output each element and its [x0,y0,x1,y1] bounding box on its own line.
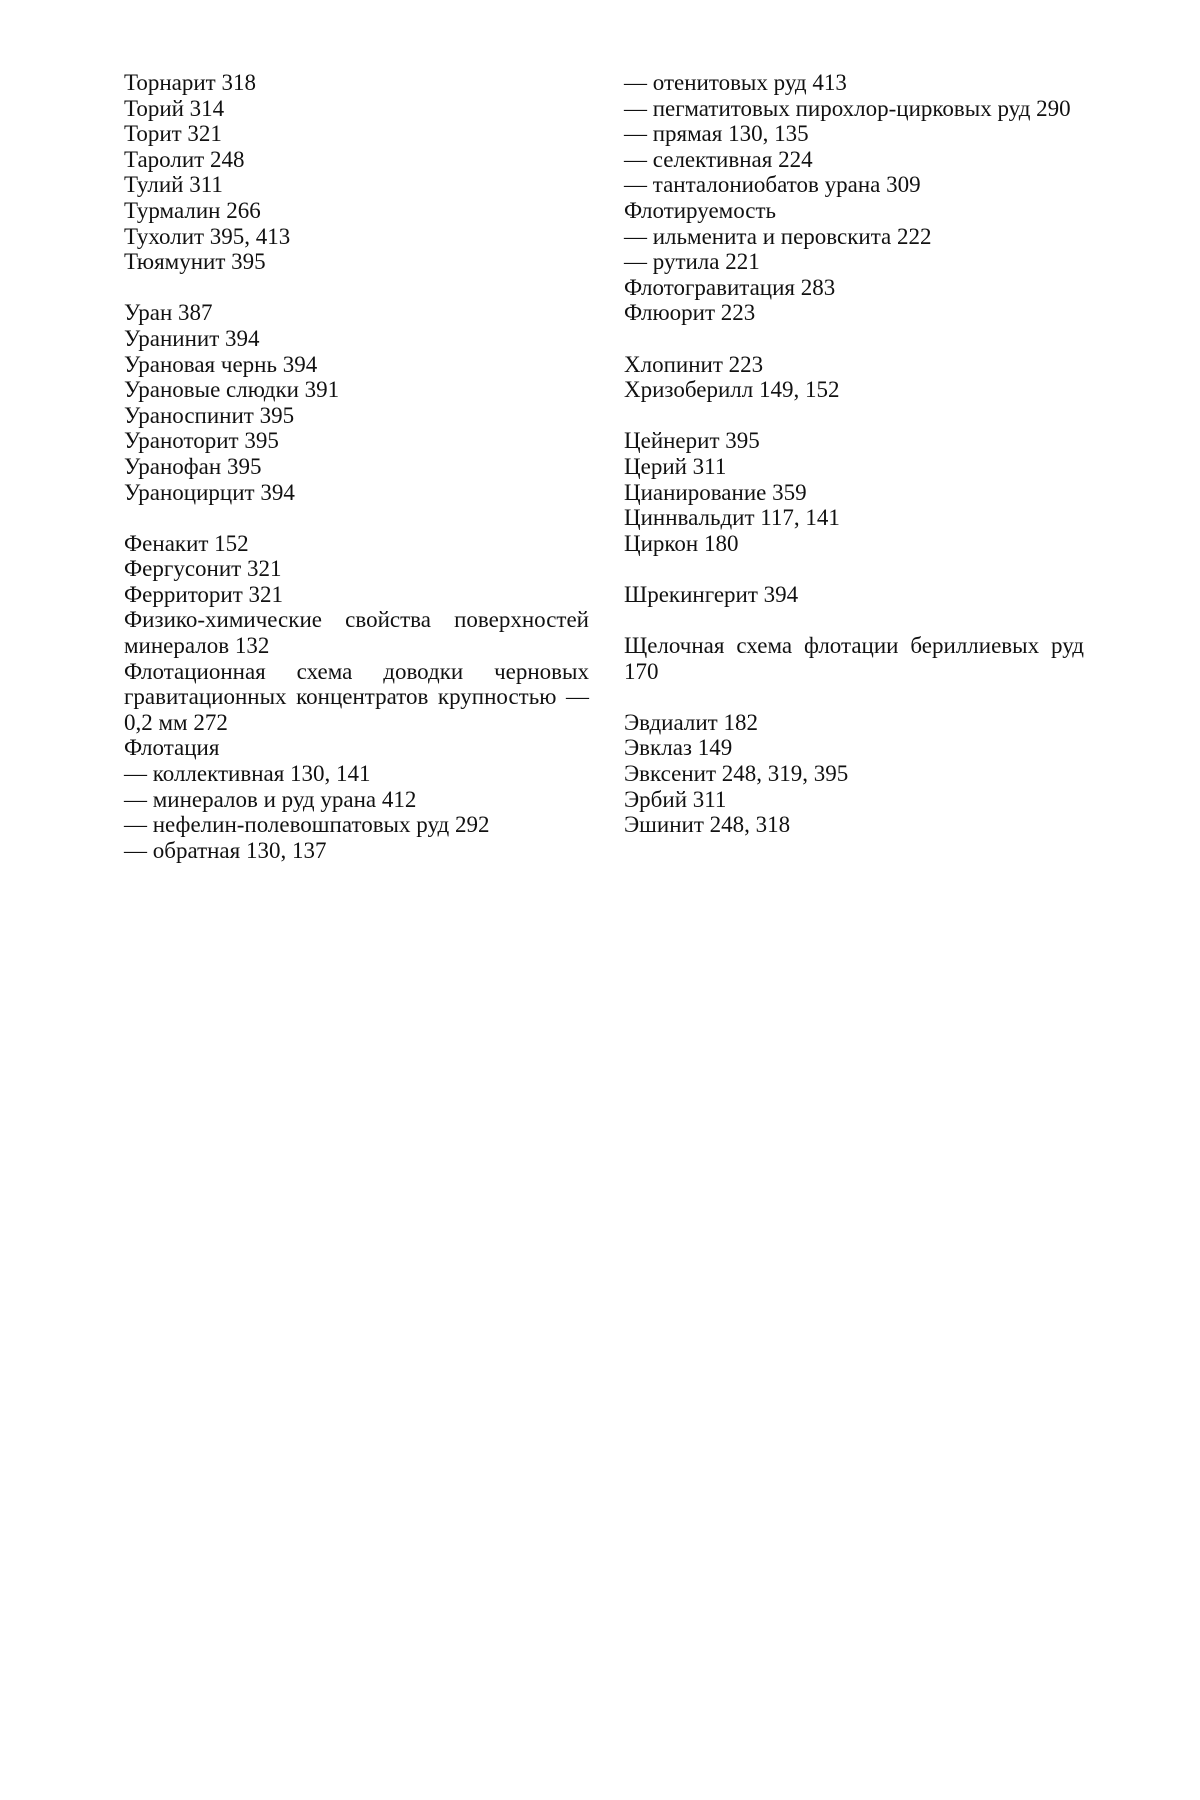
index-entry: Щелочная схема флотации бериллиевых руд 170 [624,633,1084,684]
index-column-right [624,70,1084,838]
index-entry: Эвксенит 248, 319, 395 [624,761,849,787]
section-gap [624,326,1084,352]
section-gap [624,607,1084,633]
index-entry: Торий 314 [124,95,225,121]
index-entry: Хризоберилл 149, 152 [624,377,840,403]
index-entry: — прямая 130, 135 [624,121,809,147]
index-entry: Флотация [124,735,220,761]
index-entry: Уранинит 394 [124,325,260,351]
index-entry: Флотационная схема доводки черновых гравитационных концентратов крупностью — 0,2 мм 272 [124,658,589,735]
index-entry: Эвдиалит 182 [624,709,758,735]
index-entry: Ферриторит 321 [124,581,284,607]
index-entry: Эрбий 311 [624,786,727,812]
index-entry: — нефелин-полевошпатовых руд 292 [124,812,490,838]
index-entry: Физико-химические свойства поверхностей минералов 132 [124,607,589,659]
index-entry: Циннвальдит 117, 141 [624,505,840,531]
index-entry: Хлопинит 223 [624,351,764,377]
index-entry: — рутила 221 [624,249,760,275]
index-entry: Церий 311 [624,453,727,479]
index-entry: Турмалин 266 [124,197,261,223]
index-entry: — пегматитовых пирохлор-цирковых руд 290 [624,95,1071,121]
index-entry: Ураноспинит 395 [124,402,295,428]
index-entry: Эшинит 248, 318 [624,812,791,838]
index-entry: Торнарит 318 [124,70,256,95]
index-entry: Цейнерит 395 [624,428,760,454]
index-entry: Тухолит 395, 413 [124,223,291,249]
index-entry: Шрекингерит 394 [624,581,799,607]
index-entry: Ураноцирцит 394 [124,479,295,505]
index-entry: — танталониобатов урана 309 [624,172,921,198]
index-entry: Цианирование 359 [624,479,807,505]
index-entry: Фергусонит 321 [124,556,282,582]
index-entry: Флюорит 223 [624,300,756,326]
section-gap [624,556,1084,582]
index-entry: — отенитовых руд 413 [624,70,847,95]
index-entry: Тулий 311 [124,172,223,198]
section-gap [624,684,1084,710]
index-entry: Таролит 248 [124,146,245,172]
index-entry: — коллективная 130, 141 [124,761,371,787]
index-entry: Циркон 180 [624,530,739,556]
index-entry: Уран 387 [124,300,213,326]
index-entry: — ильменита и перовскита 222 [624,223,932,249]
index-entry: Флотируемость [624,197,777,223]
index-entry: Уранофан 395 [124,453,262,479]
index-entry: — обратная 130, 137 [124,837,327,863]
index-column-left [124,70,589,863]
section-gap [124,505,589,531]
index-entry: Ураноторит 395 [124,428,279,454]
index-entry: Флотогравитация 283 [624,274,836,300]
index-entry: Эвклаз 149 [624,735,733,761]
section-gap [124,275,589,301]
index-entry: Урановые слюдки 391 [124,377,340,403]
index-entry: — селективная 224 [624,146,813,172]
section-gap [624,403,1084,429]
index-entry: Тюямунит 395 [124,249,266,275]
index-entry: Фенакит 152 [124,530,249,556]
index-entry: Урановая чернь 394 [124,351,318,377]
index-entry: — минералов и руд урана 412 [124,786,417,812]
index-entry: Торит 321 [124,121,222,147]
